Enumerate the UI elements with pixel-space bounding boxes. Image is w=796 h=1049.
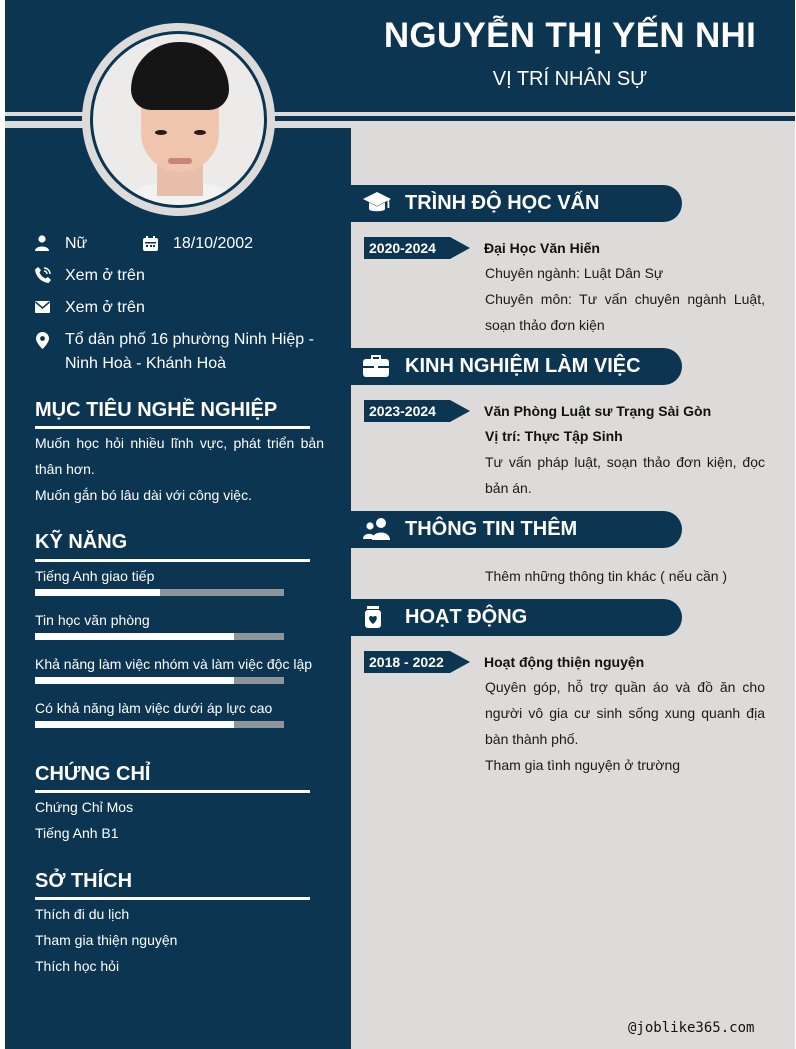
education-period: 2020-2024 [369,240,436,256]
activities-line-2: Tham gia tình nguyện ở trường [485,757,681,773]
avatar [90,31,267,208]
hobby-item: Thích học hỏi [35,958,120,974]
experience-role: Vị trí: Thực Tập Sinh [485,428,623,444]
users-icon [363,516,391,542]
address-text: Tổ dân phố 16 phường Ninh Hiệp - Ninh Hoà - Khánh Hoà [65,331,314,372]
hobbies-rule [35,897,310,900]
skills-rule [35,559,310,562]
footer-watermark: @joblike365.com [628,1020,755,1036]
education-major: Chuyên ngành: Luật Dân Sự [485,265,664,281]
skill-bar [35,721,284,728]
skill-bar [35,589,284,596]
objective-rule [35,426,310,429]
skill-label: Tiếng Anh giao tiếp [35,568,155,584]
skill-bar-fill [35,633,234,640]
experience-period: 2023-2024 [369,403,436,419]
additional-text: Thêm những thông tin khác ( nếu cần ) [485,568,728,584]
user-icon [35,235,49,251]
skill-bar-fill [35,721,234,728]
skill-label: Tin học văn phòng [35,612,150,628]
birthday-text: 18/10/2002 [173,235,254,252]
activities-line-1: Quyên góp, hỗ trợ quần áo và đồ ăn cho người vô gia cư sinh sống xung quanh địa bàn thành phố. [485,679,765,747]
skill-bar [35,677,284,684]
education-title: TRÌNH ĐỘ HỌC VẤN [405,192,600,214]
hobbies-title: SỞ THÍCH [35,870,133,892]
activities-header [351,599,682,636]
education-specialty: Chuyên môn: Tư vấn chuyên ngành Luật, soạn thảo đơn kiện [485,291,765,333]
skill-label: Có khả năng làm việc dưới áp lực cao [35,700,273,716]
calendar-icon [143,236,158,251]
skill-bar-fill [35,677,234,684]
phone-icon [35,267,51,283]
experience-header [351,348,682,385]
candidate-position: VỊ TRÍ NHÂN SỰ [492,68,648,90]
email-text: Xem ở trên [65,299,145,316]
objective-line-1: Muốn học hỏi nhiều lĩnh vực, phát triển bản thân hơn. [35,435,324,477]
activities-name: Hoạt động thiện nguyện [484,654,645,670]
candidate-name: NGUYỄN THỊ YẾN NHI [383,16,757,55]
certificates-rule [35,790,310,793]
certificates-title: CHỨNG CHỈ [35,763,151,785]
phone-text: Xem ở trên [65,267,145,284]
skills-title: KỸ NĂNG [35,531,128,553]
hobby-item: Tham gia thiện nguyện [35,932,178,948]
education-header [351,185,682,222]
activities-title: HOẠT ĐỘNG [405,606,528,628]
briefcase-icon [363,353,389,379]
skill-bar-fill [35,589,160,596]
hobby-item: Thích đi du lịch [35,906,130,922]
additional-header [351,511,682,548]
cv-page [5,0,795,1049]
objective-line-2: Muốn gắn bó lâu dài với công việc. [35,487,252,503]
map-pin-icon [36,332,49,349]
skill-label: Khả năng làm việc nhóm và làm việc độc lập [35,656,313,672]
donation-jar-icon [363,604,387,630]
skill-bar [35,633,284,640]
experience-company: Văn Phòng Luật sư Trạng Sài Gòn [484,403,712,419]
additional-title: THÔNG TIN THÊM [405,518,578,540]
certificate-item: Tiếng Anh B1 [35,825,119,841]
graduation-cap-icon [363,190,391,216]
mail-icon [35,301,50,313]
experience-description: Tư vấn pháp luật, soạn thảo đơn kiện, đọc bản án. [485,454,765,496]
experience-title: KINH NGHIỆM LÀM VIỆC [405,355,641,377]
objective-title: MỤC TIÊU NGHỀ NGHIỆP [35,399,278,421]
gender-text: Nữ [65,235,88,252]
education-school: Đại Học Văn Hiến [484,240,600,256]
certificate-item: Chứng Chỉ Mos [35,799,134,815]
activities-period: 2018 - 2022 [369,654,444,670]
